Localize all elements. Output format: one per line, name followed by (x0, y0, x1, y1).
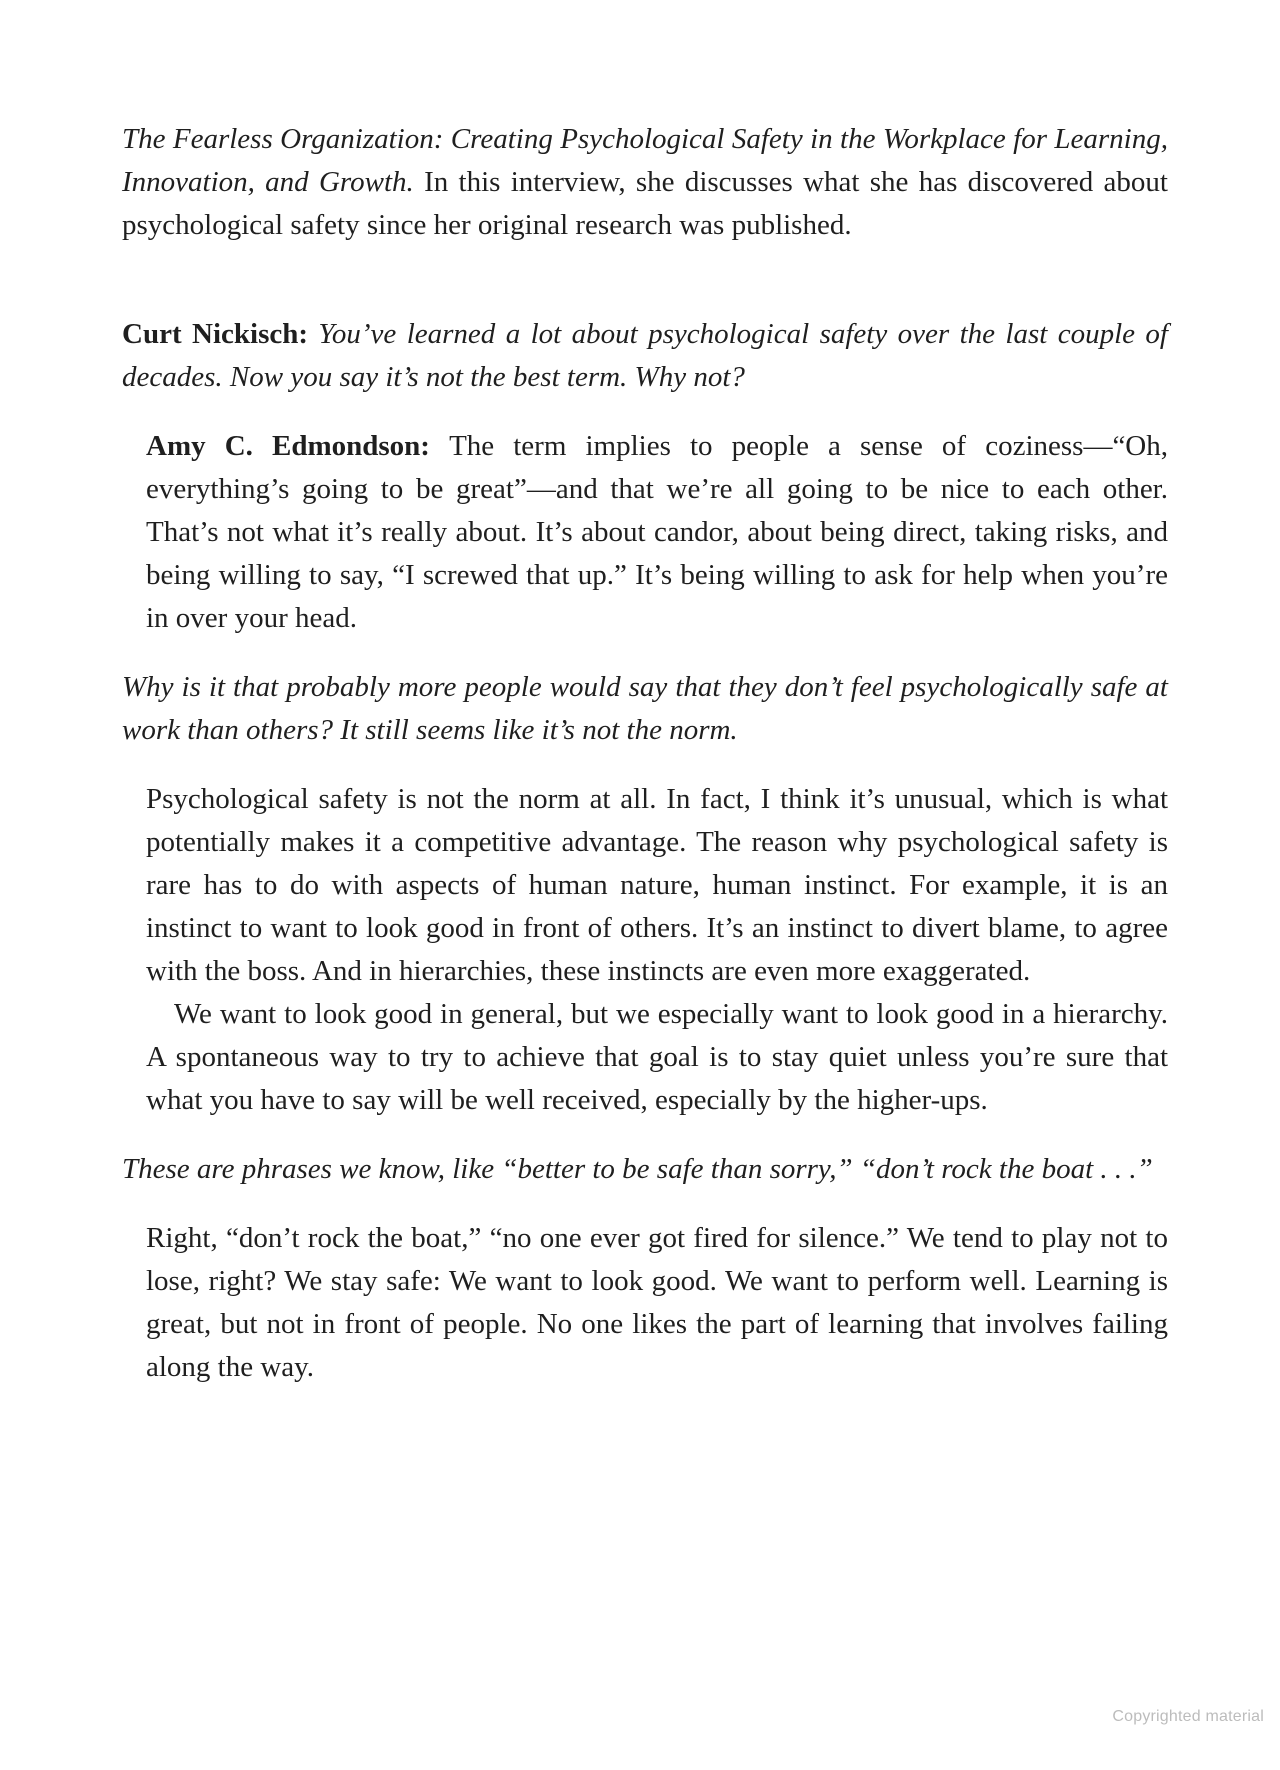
text-run: Psychological safety is not the norm at all. In fact, I think it’s unusual, which is what potentially makes it a competitive advantage. The reason why psychological safety is rare has to do with aspects of human nature, human instinct. For example, it is an instinct to want to look good in front of others. It’s an instinct to divert blame, to agree with the boss. And in hierarchies, these instincts are even more exaggerated. (146, 783, 1168, 987)
text-run: These are phrases we know, like “better to be safe than sorry,” “don’t rock the boat . . .” (122, 1153, 1153, 1185)
paragraph-answer (122, 778, 1168, 993)
text-run: Right, “don’t rock the boat,” “no one ever got fired for silence.” We tend to play not to lose, right? We stay safe: We want to look good. We want to perform well. Learning is great, but not in front of people. No one likes the part of learning that involves failing along the way. (146, 1222, 1168, 1383)
paragraph-question (122, 313, 1168, 399)
paragraph-intro (122, 118, 1168, 247)
paragraph-question (122, 1148, 1168, 1191)
paragraph-answer (122, 1217, 1168, 1389)
paragraph-answer-cont (122, 993, 1168, 1122)
page-text-block (122, 118, 1168, 1389)
text-run: You’ve learned a lot about psychological safety over the last couple of decades. Now you say it’s not the best term. Why not? (122, 318, 1168, 393)
speaker-name: Amy C. Edmondson: (146, 430, 450, 462)
text-run: The term implies to people a sense of coziness—“Oh, everything’s going to be great”—and that we’re all going to be nice to each other. That’s not what it’s really about. It’s about candor, about being direct, taking risks, and being willing to say, “I screwed that up.” It’s being willing to ask for help when you’re in over your head. (146, 430, 1169, 634)
paragraph-question (122, 666, 1168, 752)
text-run: We want to look good in general, but we especially want to look good in a hierarchy. A spontaneous way to try to achieve that goal is to stay quiet unless you’re sure that what you have to say will be well received, especially by the higher-ups. (146, 998, 1168, 1116)
paragraph-answer (122, 425, 1168, 640)
copyright-notice: Copyrighted material (1112, 1708, 1264, 1725)
speaker-name: Curt Nickisch: (122, 318, 319, 350)
text-run: In this interview, she discusses what she has discovered about psychological safety since her original research was published. (122, 166, 1168, 241)
text-run: The Fearless Organization: Creating Psychological Safety in the Workplace for Learning, Innovation, and Growth. (122, 123, 1168, 198)
text-run: Why is it that probably more people would say that they don’t feel psychologically safe at work than others? It still seems like it’s not the norm. (122, 671, 1168, 746)
